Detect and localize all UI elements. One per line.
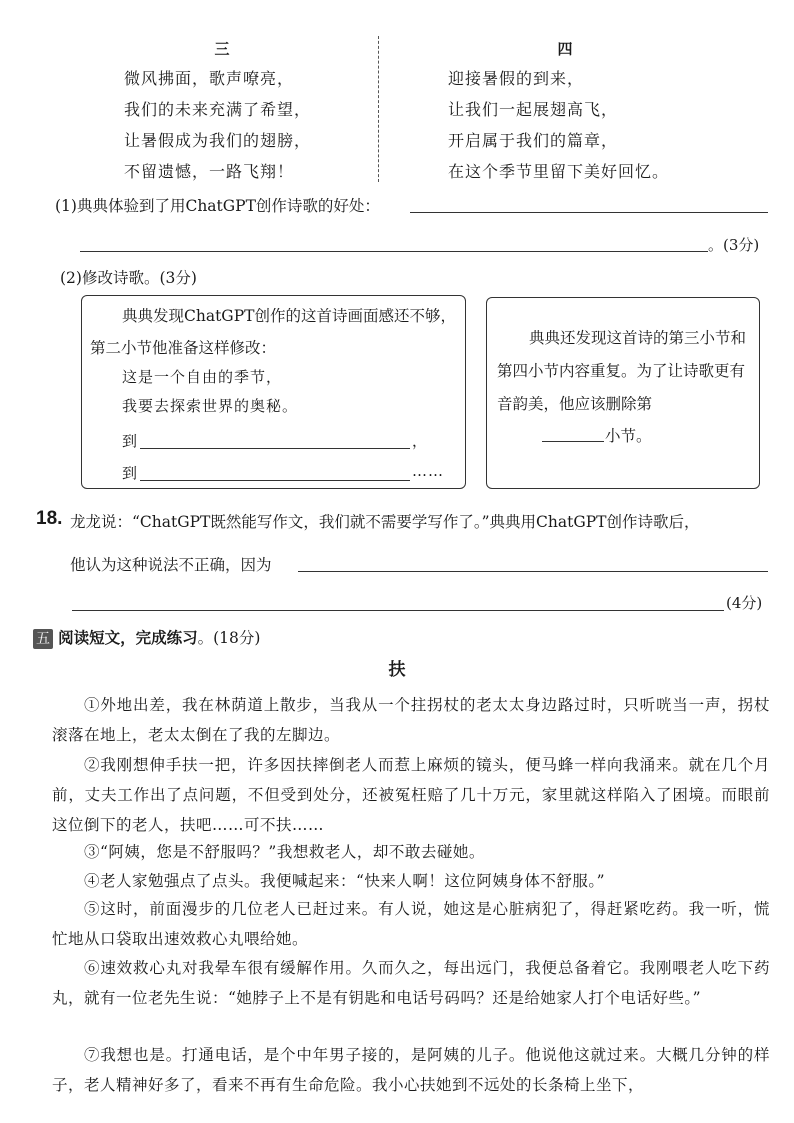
fill-2-prefix: 到 <box>122 464 139 482</box>
question-1-answer-line-1[interactable] <box>410 212 768 213</box>
section-5-header <box>33 626 260 649</box>
article-title: 扶 <box>388 660 406 680</box>
article-paragraph-5: ⑤这时，前面漫步的几位老人已赶过来。有人说，她这是心脏病犯了，得赶紧吃药。我一听，慌忙地从口袋取出速效救心丸喂给她。 <box>52 900 770 948</box>
question-1-text: (1)典典体验到了用ChatGPT创作诗歌的好处： <box>55 197 380 215</box>
article-paragraph-4: ④老人家勉强点了点头。我便喊起来：“快来人啊！这位阿姨身体不舒服。” <box>84 872 606 890</box>
poem-3-line-2: 我们的未来充满了希望， <box>124 100 312 119</box>
section-5-score: 。(18分) <box>197 629 261 647</box>
delete-section-text: 典典还发现这首诗的第三小节和第四小节内容重复。为了让诗歌更有音韵美，他应该删除第 <box>497 329 747 413</box>
revise-poem-line-2: 我要去探索世界的奥秘。 <box>122 397 299 415</box>
question-18-number: 18. <box>36 508 63 529</box>
question-1-answer-line-2[interactable] <box>80 251 708 252</box>
poem-4-line-3: 开启属于我们的篇章， <box>448 131 619 150</box>
revise-poem-box <box>81 295 466 489</box>
revise-poem-line-1: 这是一个自由的季节， <box>122 368 283 386</box>
article-paragraph-7: ⑦我想也是。打通电话，是个中年男子接的，是阿姨的儿子。他说他这就过来。大概几分钟的样子，老人精神好多了，看来不再有生命危险。我小心扶她到不远处的长条椅上坐下， <box>52 1046 770 1094</box>
fill-2-suffix: …… <box>412 462 444 480</box>
question-18-score: (4分) <box>726 594 763 612</box>
question-18-line-2: 他认为这种说法不正确，因为 <box>70 556 272 574</box>
fill-1-prefix: 到 <box>122 432 139 450</box>
poem-section-4-heading: 四 <box>557 40 573 58</box>
poem-3-line-3: 让暑假成为我们的翅膀， <box>124 131 312 150</box>
revise-poem-intro: 典典发现ChatGPT创作的这首诗画面感还不够，第二小节他准备这样修改： <box>90 307 456 357</box>
fill-2-blank[interactable] <box>140 480 410 481</box>
article-paragraph-1: ①外地出差，我在林荫道上散步，当我从一个拄拐杖的老太太身边路过时，只听咣当一声，拐杖滚落在地上，老太太倒在了我的左脚边。 <box>52 696 770 744</box>
fill-1-suffix: ， <box>412 432 429 450</box>
question-18-line-1: 龙龙说：“ChatGPT既然能写作文，我们就不需要学写作了。”典典用ChatGPT创作诗歌后， <box>70 513 700 531</box>
question-2-text: (2)修改诗歌。(3分) <box>60 269 197 287</box>
delete-section-suffix: 小节。 <box>605 427 652 445</box>
question-1-score: 。(3分) <box>708 236 760 254</box>
article-paragraph-3: ③“阿姨，您是不舒服吗？”我想救老人，却不敢去碰她。 <box>84 843 485 861</box>
delete-section-blank[interactable] <box>542 441 604 442</box>
section-5-badge: 五 <box>33 629 53 649</box>
poem-4-line-2: 让我们一起展翅高飞， <box>448 100 619 119</box>
question-18-answer-line-2[interactable] <box>72 610 724 611</box>
question-18-answer-line-1[interactable] <box>298 571 768 572</box>
article-paragraph-2: ②我刚想伸手扶一把，许多因扶摔倒老人而惹上麻烦的镜头，便马蜂一样向我涌来。就在几个月前，丈夫工作出了点问题，不但受到处分，还被冤枉赔了几十万元，家里就这样陷入了困境。而眼前这位倒下的老人，扶吧……可不扶…… <box>52 756 770 834</box>
poem-4-line-1: 迎接暑假的到来， <box>448 69 585 88</box>
section-5-title: 阅读短文，完成练习 <box>58 628 198 647</box>
poem-3-line-1: 微风拂面，歌声嘹亮， <box>124 69 295 88</box>
article-paragraph-6: ⑥速效救心丸对我晕车很有缓解作用。久而久之，每出远门，我便总备着它。我刚喂老人吃下药丸，就有一位老先生说：“她脖子上不是有钥匙和电话号码吗？还是给她家人打个电话好些。” <box>52 959 770 1007</box>
delete-section-box <box>486 297 760 489</box>
fill-1-blank[interactable] <box>140 448 410 449</box>
poem-3-line-4: 不留遗憾，一路飞翔！ <box>124 162 295 181</box>
poem-4-line-4: 在这个季节里留下美好回忆。 <box>448 162 670 181</box>
poem-divider <box>378 36 379 182</box>
poem-section-3-heading: 三 <box>214 40 230 58</box>
